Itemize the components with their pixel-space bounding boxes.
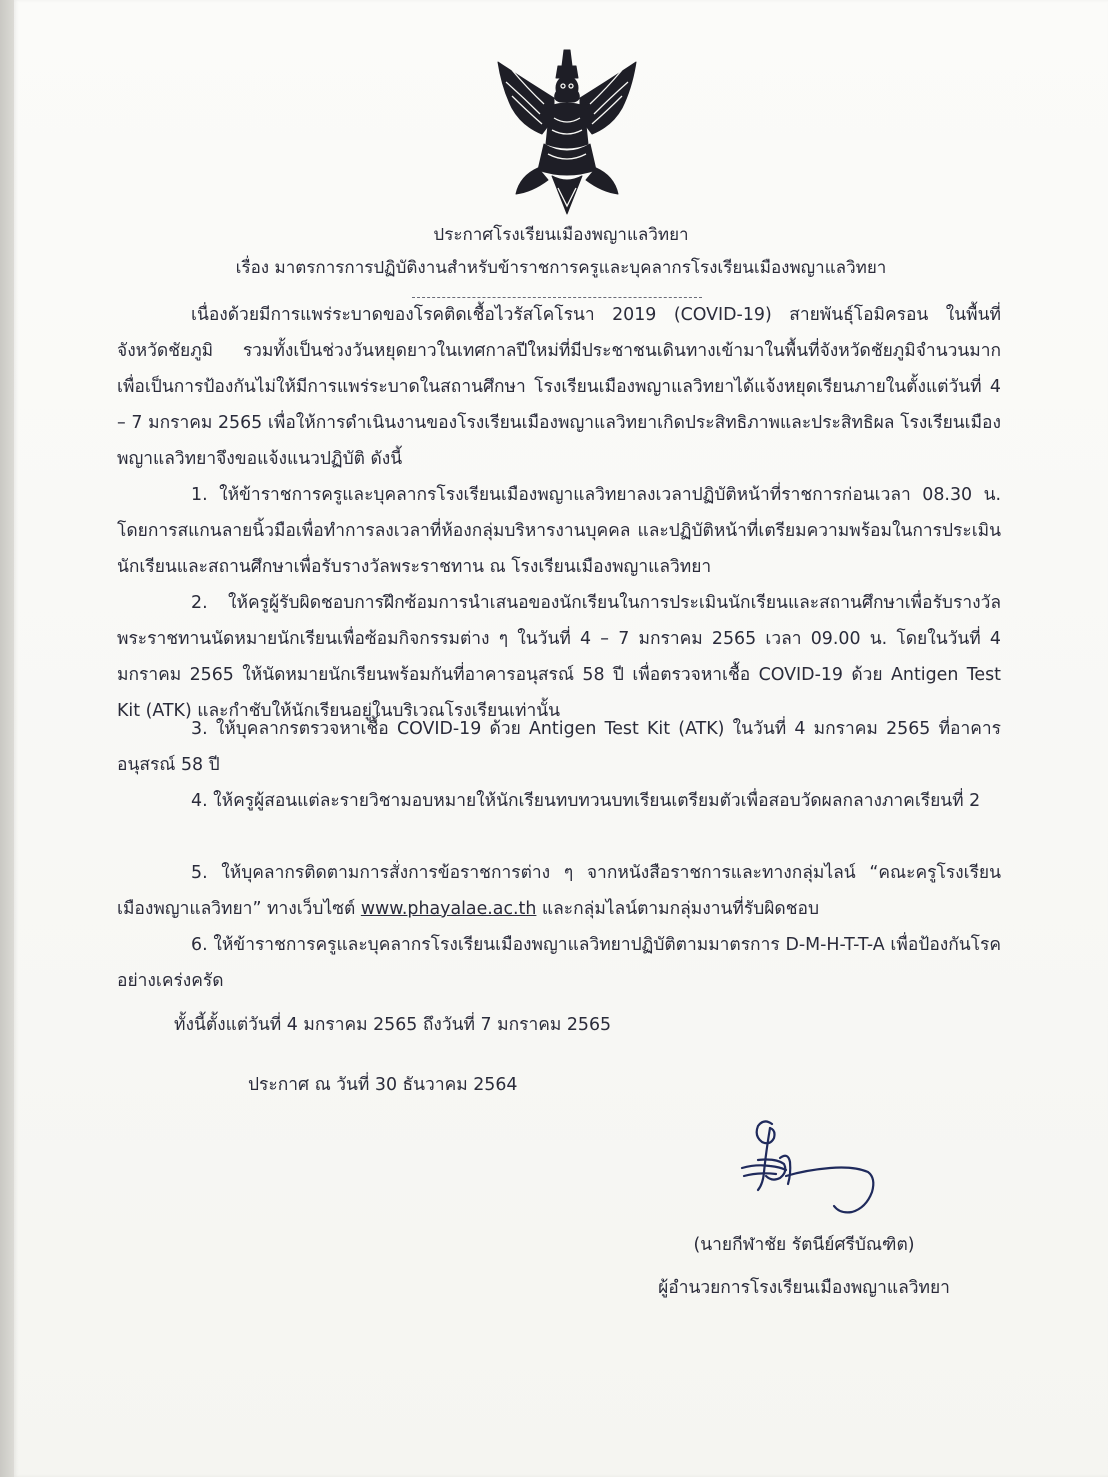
list-item [117, 585, 1001, 729]
list-item [117, 783, 1001, 819]
list-item [117, 711, 1001, 783]
announcement-subject: เรื่อง มาตรการการปฏิบัติงานสำหรับข้าราชการครูและบุคลากรโรงเรียนเมืองพญาแลวิทยา [235, 258, 887, 278]
signer-name: (นายกีฬาชัย รัตนีย์ศรีบัณฑิต) [693, 1235, 915, 1255]
intro-text: เนื่องด้วยมีการแพร่ระบาดของโรคติดเชื้อไวรัสโคโรนา 2019 (COVID-19) สายพันธุ์โอมิครอน ในพื้นที่จังหวัดชัยภูมิ รวมทั้งเป็นช่วงวันหยุดยาวในเทศกาลปีใหม่ที่มีประชาชนเดินทางเข้ามาในพื้นที่จังหวัดชัยภูมิจำนวนมาก เพื่อเป็นการป้องกันไม่ให้มีการแพร่ระบาดในสถานศึกษา โรงเรียนเมืองพญาแลวิทยาได้แจ้งหยุดเรียนภายในตั้งแต่วันที่ 4 – 7 มกราคม 2565 เพื่อให้การดำเนินงานของโรงเรียนเมืองพญาแลวิทยาเกิดประสิทธิภาพและประสิทธิผล โรงเรียนเมืองพญาแลวิทยาจึงขอแจ้งแนวปฏิบัติ ดังนี้ [117, 305, 1001, 469]
item-4-text: 4. ให้ครูผู้สอนแต่ละรายวิชามอบหมายให้นักเรียนทบทวนบทเรียนเตรียมตัวเพื่อสอบวัดผลกลางภาคเรียนที่ 2 [191, 791, 981, 811]
signature-icon [736, 1112, 886, 1222]
signer-position: ผู้อำนวยการโรงเรียนเมืองพญาแลวิทยา [658, 1278, 950, 1298]
item-3-text: 3. ให้บุคลากรตรวจหาเชื้อ COVID-19 ด้วย Antigen Test Kit (ATK) ในวันที่ 4 มกราคม 2565 ที่อาคารอนุสรณ์ 58 ปี [117, 719, 1001, 775]
garuda-emblem-icon [492, 48, 642, 216]
document-sheet [14, 0, 1108, 1477]
page-edge-shadow [0, 0, 14, 1477]
item-1-text: 1. ให้ข้าราชการครูและบุคลากรโรงเรียนเมืองพญาแลวิทยาลงเวลาปฏิบัติหน้าที่ราชการก่อนเวลา 08.30 น. โดยการสแกนลายนิ้วมือเพื่อทำการลงเวลาที่ห้องกลุ่มบริหารงานบุคคล และปฏิบัติหน้าที่เตรียมความพร้อมในการประเมินนักเรียนและสถานศึกษาเพื่อรับรางวัลพระราชทาน ณ โรงเรียนเมืองพญาแลวิทยา [117, 485, 1001, 577]
website-link[interactable]: www.phayalae.ac.th [360, 899, 537, 919]
item-6-text: 6. ให้ข้าราชการครูและบุคลากรโรงเรียนเมืองพญาแลวิทยาปฏิบัติตามมาตรการ D-M-H-T-T-A เพื่อป้องกันโรคอย่างเคร่งครัด [117, 935, 1001, 991]
intro-paragraph [117, 297, 1001, 477]
effective-period: ทั้งนี้ตั้งแต่วันที่ 4 มกราคม 2565 ถึงวันที่ 7 มกราคม 2565 [174, 1015, 612, 1035]
list-item [117, 477, 1001, 585]
list-item [117, 855, 1001, 927]
announcement-title: ประกาศโรงเรียนเมืองพญาแลวิทยา [433, 225, 689, 245]
list-item [117, 927, 1001, 999]
announcement-date: ประกาศ ณ วันที่ 30 ธันวาคม 2564 [248, 1075, 518, 1095]
item-2-text: 2. ให้ครูผู้รับผิดชอบการฝึกซ้อมการนำเสนอของนักเรียนในการประเมินนักเรียนและสถานศึกษาเพื่อรับรางวัลพระราชทานนัดหมายนักเรียนเพื่อซ้อมกิจกรรมต่าง ๆ ในวันที่ 4 – 7 มกราคม 2565 เวลา 09.00 น. โดยในวันที่ 4 มกราคม 2565 ให้นัดหมายนักเรียนพร้อมกันที่อาคารอนุสรณ์ 58 ปี เพื่อตรวจหาเชื้อ COVID-19 ด้วย Antigen Test Kit (ATK) และกำชับให้นักเรียนอยู่ในบริเวณโรงเรียนเท่านั้น [117, 593, 1001, 721]
item-5-text-b: และกลุ่มไลน์ตามกลุ่มงานที่รับผิดชอบ [536, 899, 820, 919]
item-5-text-a: 5. ให้บุคลากรติดตามการสั่งการข้อราชการต่าง ๆ จากหนังสือราชการและทางกลุ่มไลน์ “คณะครูโรงเรียนเมืองพญาแลวิทยา” ทางเว็บไซต์ [117, 863, 1001, 919]
